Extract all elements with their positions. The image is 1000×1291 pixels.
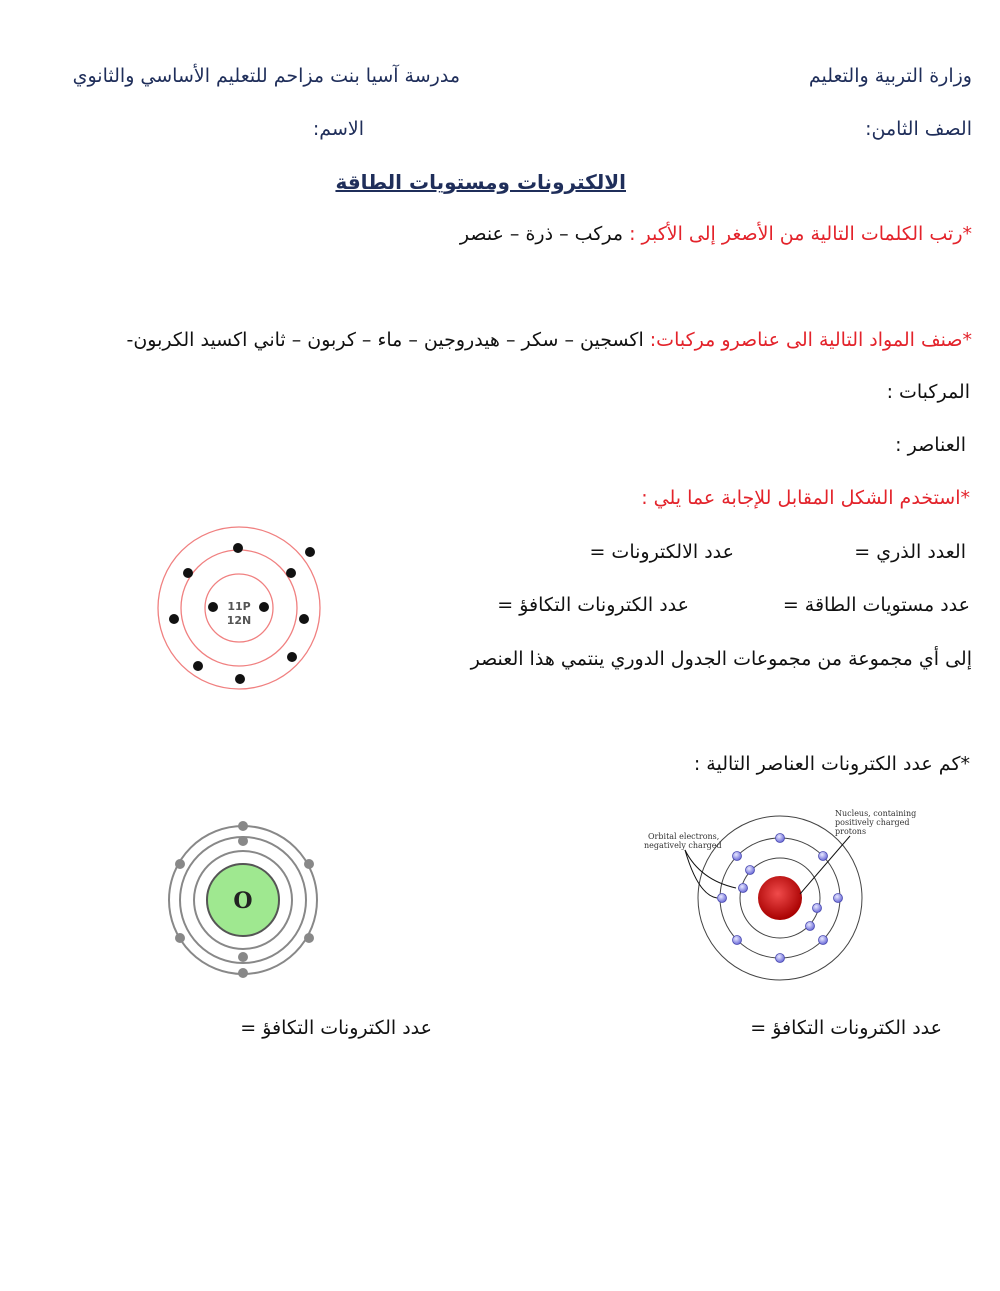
electron <box>304 859 314 869</box>
nucleus <box>758 876 802 920</box>
labeled-atom-diagram <box>640 800 940 980</box>
sodium-atom-diagram <box>139 508 339 708</box>
nucleus-protons: 11P <box>227 600 251 613</box>
electron <box>733 936 742 945</box>
electron <box>819 852 828 861</box>
electron <box>238 968 248 978</box>
question-classify-materials: اكسجين – سكر – هيدروجين – ماء – كربون – ثاني اكسيد الكربون- <box>126 329 644 351</box>
question-classify-prompt: *صنف المواد التالية الى عناصرو مركبات: <box>649 329 972 351</box>
electron <box>305 547 315 557</box>
electron-count-field: عدد الالكترونات = <box>589 541 734 563</box>
atom-valence-field: عدد الكترونات التكافؤ = <box>750 1017 942 1039</box>
elements-label: العناصر : <box>895 434 966 456</box>
electron <box>259 602 269 612</box>
electron <box>175 933 185 943</box>
electron <box>834 894 843 903</box>
grade-label: الصف الثامن: <box>865 118 972 140</box>
valence-electrons-field: عدد الكترونات التكافؤ = <box>497 594 689 616</box>
question-order <box>460 222 972 247</box>
atomic-number-field: العدد الذري = <box>854 541 966 563</box>
electron <box>806 922 815 931</box>
electron <box>183 568 193 578</box>
ministry-name: وزارة التربية والتعليم <box>808 65 972 87</box>
electron <box>208 602 218 612</box>
nucleus-neutrons: 12N <box>226 614 252 627</box>
school-name: مدرسة آسيا بنت مزاحم للتعليم الأساسي والثانوي <box>72 65 460 87</box>
group-question: إلى أي مجموعة من مجموعات الجدول الدوري ينتمي هذا العنصر <box>470 648 972 670</box>
electron <box>238 952 248 962</box>
oxygen-symbol: O <box>233 888 253 914</box>
electron <box>746 866 755 875</box>
oxygen-atom-diagram <box>164 820 324 980</box>
electron <box>819 936 828 945</box>
question-diagram-prompt: *استخدم الشكل المقابل للإجابة عما يلي : <box>641 487 970 509</box>
question-classify <box>126 328 972 353</box>
energy-levels-field: عدد مستويات الطاقة = <box>782 594 970 616</box>
electron <box>718 894 727 903</box>
compounds-label: المركبات : <box>886 381 970 403</box>
electron <box>299 614 309 624</box>
electron <box>813 904 822 913</box>
label-orbital-line1: Orbital electrons, <box>648 832 720 841</box>
student-name-label: الاسم: <box>312 118 364 140</box>
page-title: الالكترونات ومستويات الطاقة <box>335 170 626 194</box>
electron <box>287 652 297 662</box>
orbital-pointer-1 <box>685 850 736 888</box>
electron <box>733 852 742 861</box>
electron <box>776 834 785 843</box>
electron <box>233 543 243 553</box>
electron <box>739 884 748 893</box>
question-order-words: مركب – ذرة – عنصر <box>459 223 624 245</box>
label-nucleus-line1: Nucleus, containing <box>835 809 917 818</box>
electron <box>286 568 296 578</box>
label-nucleus-line2: positively charged <box>835 818 910 827</box>
electron <box>235 674 245 684</box>
electron <box>776 954 785 963</box>
label-orbital-line2: negatively charged <box>644 841 722 850</box>
electron <box>175 859 185 869</box>
electron <box>304 933 314 943</box>
electron <box>193 661 203 671</box>
electron <box>169 614 179 624</box>
electron <box>238 836 248 846</box>
orbital-pointer-2 <box>685 850 717 898</box>
oxygen-valence-field: عدد الكترونات التكافؤ = <box>240 1017 432 1039</box>
question-count-electrons: *كم عدد الكترونات العناصر التالية : <box>693 753 970 775</box>
question-order-prompt: *رتب الكلمات التالية من الأصغر إلى الأكبر : <box>629 223 972 245</box>
label-nucleus-line3: protons <box>835 827 867 836</box>
electron <box>238 821 248 831</box>
